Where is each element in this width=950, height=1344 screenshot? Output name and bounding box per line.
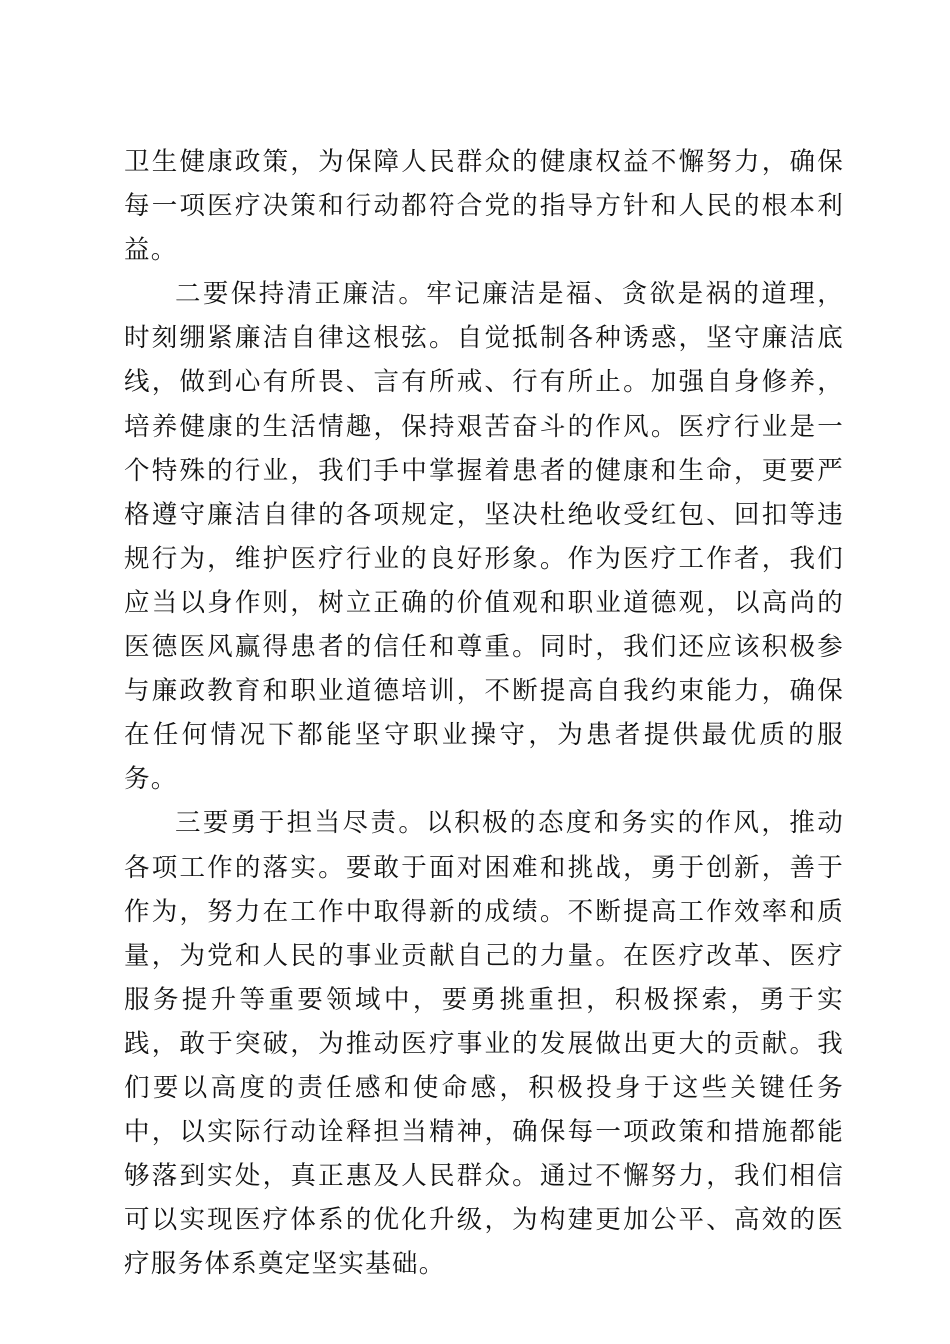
body-text	[124, 140, 844, 1286]
paragraph-responsibility: 三要勇于担当尽责。以积极的态度和务实的作风，推动各项工作的落实。要敢于面对困难和挑战，勇于创新，善于作为，努力在工作中取得新的成绩。不断提高工作效率和质量，为党和人民的事业贡献自己的力量。在医疗改革、医疗服务提升等重要领域中，要勇挑重担，积极探索，勇于实践，敢于突破，为推动医疗事业的发展做出更大的贡献。我们要以高度的责任感和使命感，积极投身于这些关键任务中，以实际行动诠释担当精神，确保每一项政策和措施都能够落到实处，真正惠及人民群众。通过不懈努力，我们相信可以实现医疗体系的优化升级，为构建更加公平、高效的医疗服务体系奠定坚实基础。	[124, 808, 844, 1280]
paragraph-continuation: 卫生健康政策，为保障人民群众的健康权益不懈努力，确保每一项医疗决策和行动都符合党的指导方针和人民的根本利益。	[124, 147, 844, 266]
paragraph-integrity: 二要保持清正廉洁。牢记廉洁是福、贪欲是祸的道理，时刻绷紧廉洁自律这根弦。自觉抵制各种诱惑，坚守廉洁底线，做到心有所畏、言有所戒、行有所止。加强自身修养，培养健康的生活情趣，保持艰苦奋斗的作风。医疗行业是一个特殊的行业，我们手中掌握着患者的健康和生命，更要严格遵守廉洁自律的各项规定，坚决杜绝收受红包、回扣等违规行为，维护医疗行业的良好形象。作为医疗工作者，我们应当以身作则，树立正确的价值观和职业道德观，以高尚的医德医风赢得患者的信任和尊重。同时，我们还应该积极参与廉政教育和职业道德培训，不断提高自我约束能力，确保在任何情况下都能坚守职业操守，为患者提供最优质的服务。	[124, 279, 844, 795]
